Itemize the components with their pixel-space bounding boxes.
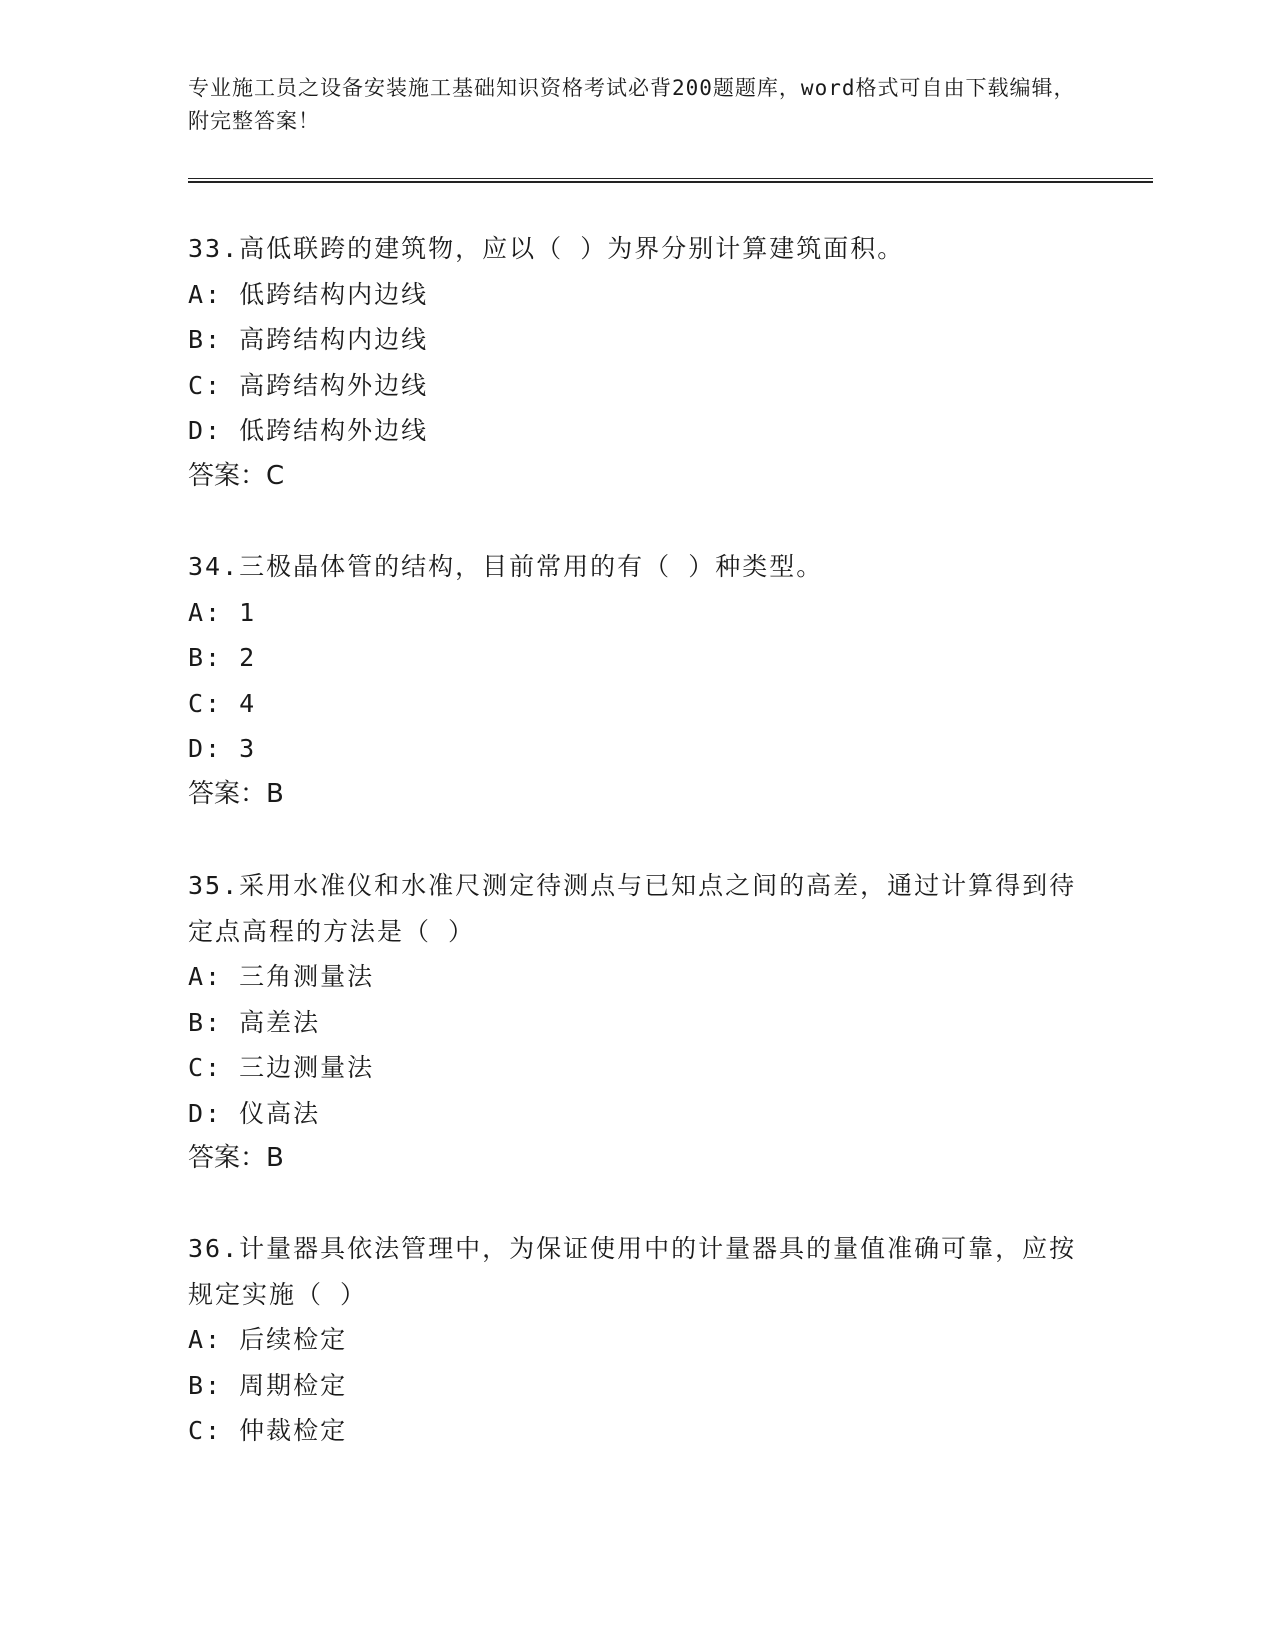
option-c: C: 三边测量法 bbox=[188, 1053, 375, 1082]
option-b: B: 高跨结构内边线 bbox=[188, 325, 429, 354]
option-d: D: 3 bbox=[188, 734, 257, 763]
question-34 bbox=[188, 544, 1088, 817]
option-a: A: 后续检定 bbox=[188, 1325, 348, 1354]
question-36 bbox=[188, 1226, 1088, 1454]
answer: 答案：C bbox=[188, 460, 285, 491]
option-c: C: 高跨结构外边线 bbox=[188, 370, 429, 400]
option-d: D: 低跨结构外边线 bbox=[188, 416, 429, 445]
question-35 bbox=[188, 863, 1088, 1182]
option-b: B: 高差法 bbox=[188, 1007, 321, 1037]
question-stem: 34.三极晶体管的结构，目前常用的有（ ）种类型。 bbox=[188, 552, 824, 581]
question-33 bbox=[188, 226, 1088, 499]
option-b: B: 2 bbox=[188, 643, 257, 672]
answer: 答案：B bbox=[188, 1143, 284, 1173]
document-header: 专业施工员之设备安装施工基础知识资格考试必背200题题库，word格式可自由下载编辑，附完整答案！ bbox=[188, 76, 1076, 133]
option-c: C: 仲裁检定 bbox=[188, 1416, 348, 1445]
question-stem: 33.高低联跨的建筑物，应以（ ）为界分别计算建筑面积。 bbox=[188, 234, 905, 263]
header-divider bbox=[188, 178, 1153, 183]
option-c: C: 4 bbox=[188, 688, 257, 718]
option-b: B: 周期检定 bbox=[188, 1370, 348, 1400]
option-a: A: 1 bbox=[188, 597, 257, 627]
option-a: A: 低跨结构内边线 bbox=[188, 279, 429, 309]
question-stem: 36.计量器具依法管理中，为保证使用中的计量器具的量值准确可靠，应按规定实施（ ） bbox=[188, 1234, 1077, 1309]
answer: 答案：B bbox=[188, 778, 284, 809]
option-a: A: 三角测量法 bbox=[188, 962, 375, 991]
option-d: D: 仪高法 bbox=[188, 1098, 321, 1128]
question-stem: 35.采用水准仪和水准尺测定待测点与已知点之间的高差，通过计算得到待定点高程的方法是（ ） bbox=[188, 871, 1077, 946]
